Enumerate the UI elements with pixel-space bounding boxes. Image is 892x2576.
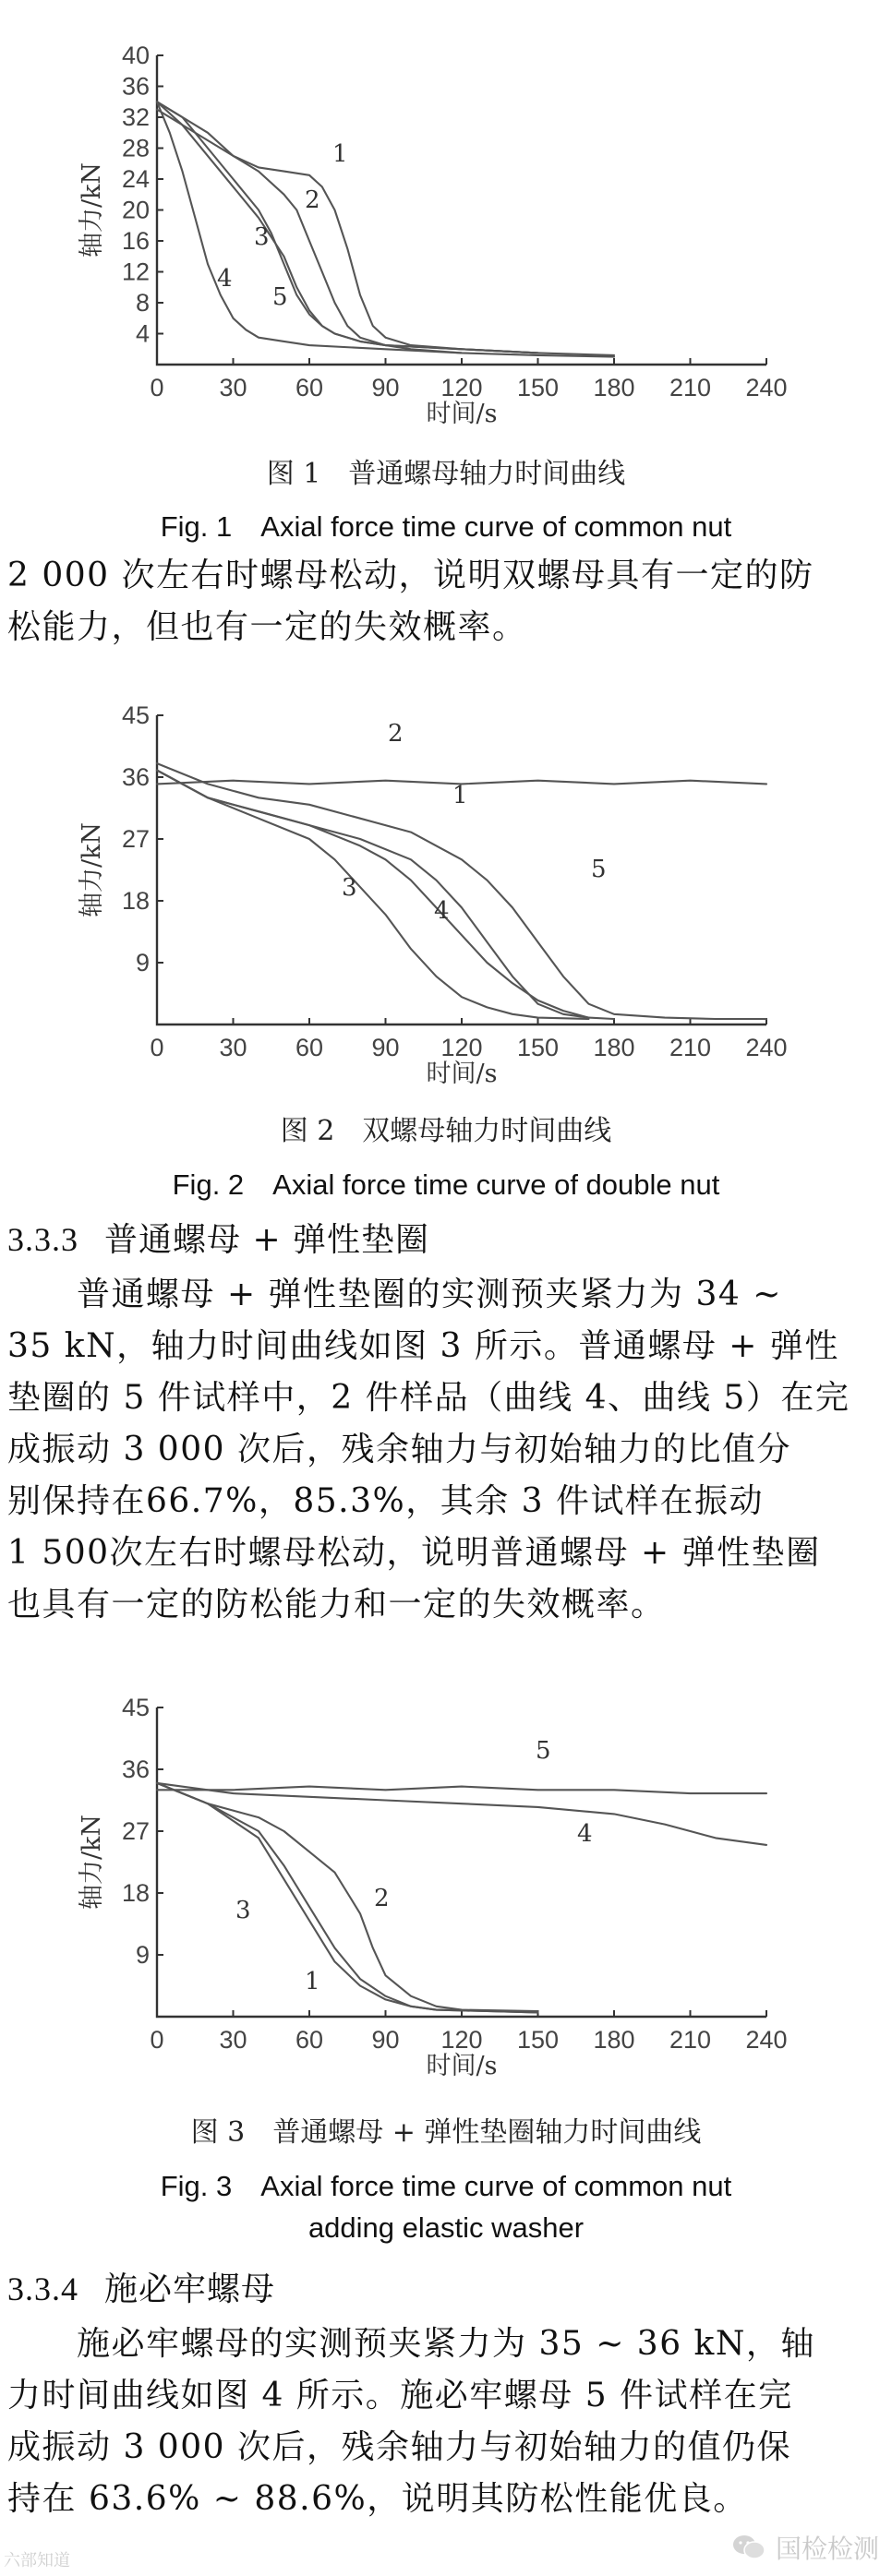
x-tick-label: 60 [295,2026,324,2054]
figure-1-caption-en: Fig. 1 Axial force time curve of common nut [160,510,732,543]
y-tick-label: 40 [121,42,150,69]
figure-1-caption-cn: 图 1 普通螺母轴力时间曲线 [266,458,626,490]
paragraph-line: 也具有一定的防松能力和一定的失效概率。 [7,1586,666,1623]
figure-3-caption-en: Fig. 3 Axial force time curve of common nut [160,2170,732,2202]
y-axis-title: 轴力/kN [78,1814,106,1911]
figure-2 [0,678,892,1084]
figure-3-chart [0,1671,892,2077]
watermark-text: 国检检测 [775,2534,879,2564]
x-tick-label: 0 [150,1034,164,1061]
series-label-3: 3 [342,874,357,902]
figure-1-chart [0,18,892,425]
x-tick-label: 210 [669,374,712,401]
series-line-3 [157,771,589,1019]
x-tick-label: 60 [295,1034,324,1061]
y-tick-label: 36 [121,763,150,791]
series-label-5: 5 [536,1737,551,1765]
section-title: 施必牢螺母 [104,2270,276,2308]
series-label-5: 5 [272,283,288,311]
y-tick-label: 12 [121,258,150,286]
section-heading-3-3-4 [7,2263,275,2310]
series-line-1 [157,110,614,355]
x-tick-label: 90 [371,374,400,401]
series-line-3 [157,1783,538,2013]
x-tick-label: 150 [516,374,560,401]
figure-2-caption-cn: 图 2 双螺母轴力时间曲线 [280,1115,612,1147]
x-tick-label: 240 [745,1034,788,1061]
y-axis-title: 轴力/kN [78,162,106,258]
x-tick-label: 150 [516,1034,560,1061]
y-tick-label: 9 [135,1941,150,1969]
figure-2-caption-en: Fig. 2 Axial force time curve of double nut [172,1168,720,1201]
series-label-1: 1 [452,782,468,809]
paragraph-line: 1 500次左右时螺母松动，说明普通螺母 + 弹性垫圈 [7,1534,821,1572]
y-tick-label: 20 [121,196,150,224]
figure-3-caption-en-line2: adding elastic washer [307,2211,585,2244]
x-tick-label: 180 [593,1034,635,1061]
series-label-3: 3 [254,223,270,251]
y-tick-label: 18 [121,1879,150,1907]
axis-frame [157,1707,766,2017]
x-axis-title: 时间/s [426,2052,498,2077]
paragraph-line: 施必牢螺母的实测预夹紧力为 35 ~ 36 kN，轴 [7,2325,815,2363]
x-tick-label: 30 [219,2026,247,2054]
series-label-2: 2 [388,720,404,748]
section-number: 3.3.4 [7,2270,78,2307]
series-label-3: 3 [235,1897,251,1924]
figure-2-chart [0,678,892,1084]
x-axis-title: 时间/s [426,1060,498,1084]
series-line-2 [157,102,614,356]
series-label-2: 2 [374,1885,390,1912]
paragraph-2 [7,1269,885,1631]
figure-3 [0,1671,892,2077]
wechat-icon [731,2534,766,2561]
section-title: 普通螺母 + 弹性垫圈 [104,1221,430,1259]
series-line-4 [157,771,614,1019]
x-tick-label: 210 [669,2026,712,2054]
x-tick-label: 30 [219,374,247,401]
section-number: 3.3.3 [7,1221,78,1258]
figure-1 [0,18,892,425]
paragraph-1 [7,550,885,653]
y-tick-label: 9 [135,949,150,976]
series-label-4: 4 [434,897,450,925]
paragraph-line: 2 000 次左右时螺母松动，说明双螺母具有一定的防 [7,557,814,594]
y-tick-label: 24 [121,165,150,193]
x-tick-label: 150 [516,2026,560,2054]
paragraph-line: 普通螺母 + 弹性垫圈的实测预夹紧力为 34 ~ [7,1276,782,1313]
x-tick-label: 120 [440,2026,483,2054]
x-tick-label: 0 [150,374,164,401]
y-tick-label: 27 [121,825,150,853]
x-tick-label: 90 [371,1034,400,1061]
x-tick-label: 240 [745,374,788,401]
series-line-1 [157,1783,538,2013]
paragraph-line: 成振动 3 000 次后，残余轴力与初始轴力的比值分 [7,1431,791,1468]
series-label-2: 2 [305,186,320,214]
paragraph-line: 力时间曲线如图 4 所示。施必牢螺母 5 件试样在完 [7,2377,793,2414]
corner-source-mark: 六部知道 [4,2551,70,2570]
x-tick-label: 30 [219,1034,247,1061]
series-line-2 [157,1783,538,2011]
series-label-4: 4 [577,1820,593,1848]
y-tick-label: 28 [121,134,150,162]
x-tick-label: 240 [745,2026,788,2054]
y-tick-label: 36 [121,72,150,101]
x-tick-label: 210 [669,1034,712,1061]
x-tick-label: 120 [440,1034,483,1061]
figure-3-caption-cn: 图 3 普通螺母 + 弹性垫圈轴力时间曲线 [190,2116,702,2149]
paragraph-line: 松能力，但也有一定的失效概率。 [7,608,527,646]
paragraph-line: 持在 63.6% ~ 88.6%，说明其防松性能优良。 [7,2480,748,2518]
x-tick-label: 180 [593,2026,635,2054]
section-heading-3-3-3 [7,1214,429,1261]
paragraph-line: 35 kN，轴力时间曲线如图 3 所示。普通螺母 + 弹性 [7,1327,839,1365]
y-tick-label: 45 [121,1694,150,1721]
paragraph-3 [7,2318,885,2525]
y-tick-label: 36 [121,1755,150,1783]
y-tick-label: 32 [121,103,150,131]
x-tick-label: 90 [371,2026,400,2054]
watermark [731,2529,879,2566]
paragraph-line: 成振动 3 000 次后，残余轴力与初始轴力的值仍保 [7,2428,791,2466]
x-axis-title: 时间/s [426,400,498,425]
x-tick-label: 60 [295,374,324,401]
paragraph-line: 别保持在66.7%，85.3%，其余 3 件试样在振动 [7,1482,765,1520]
series-label-1: 1 [305,1968,320,1995]
series-label-4: 4 [217,265,233,293]
series-line-1 [157,771,589,1018]
x-tick-label: 0 [150,2026,164,2054]
y-tick-label: 45 [121,701,150,729]
axis-frame [157,715,766,1024]
series-label-1: 1 [332,140,348,168]
y-tick-label: 4 [135,319,150,348]
y-tick-label: 16 [121,227,150,255]
y-tick-label: 18 [121,887,150,915]
y-axis-title: 轴力/kN [78,821,106,918]
y-tick-label: 27 [121,1817,150,1845]
series-line-5 [157,1787,766,1794]
axis-frame [157,55,766,365]
paragraph-line: 垫圈的 5 件试样中，2 件样品（曲线 4、曲线 5）在完 [7,1379,850,1417]
x-tick-label: 180 [593,374,635,401]
series-label-5: 5 [591,856,607,883]
y-tick-label: 8 [135,289,150,317]
x-tick-label: 120 [440,374,483,401]
